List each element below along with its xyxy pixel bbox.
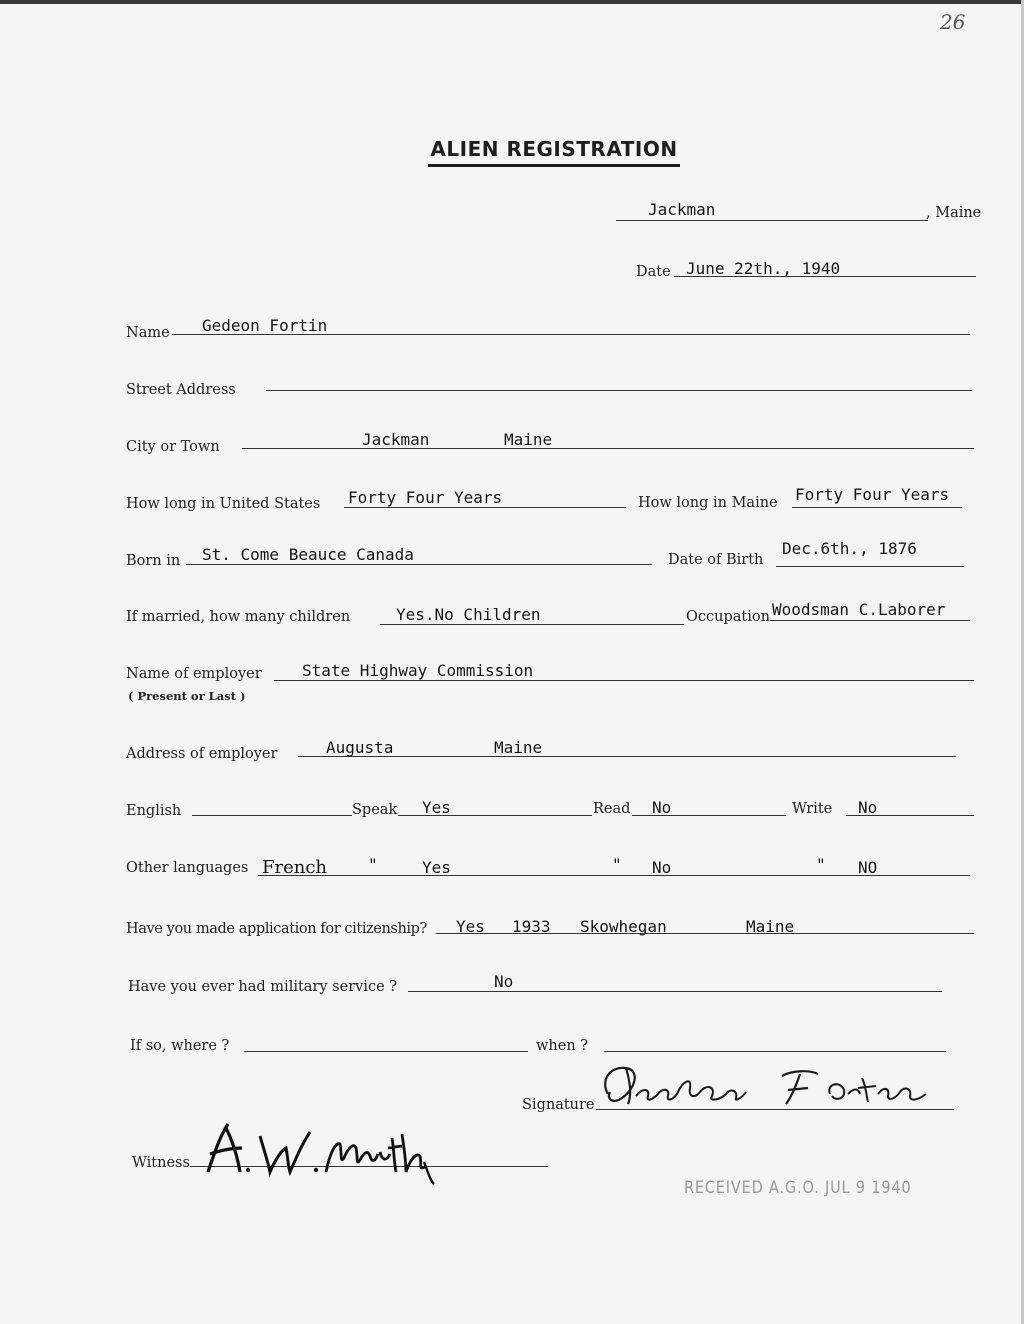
applicant-signature	[596, 1058, 946, 1112]
scan-top-border	[0, 0, 1024, 4]
town-value: Jackman	[648, 200, 716, 219]
employer-name-line	[274, 680, 974, 681]
how-long-us-label: How long in United States	[126, 496, 321, 512]
name-label: Name	[126, 325, 170, 341]
born-in-label: Born in	[126, 553, 181, 569]
how-long-maine-value: Forty Four Years	[795, 485, 950, 504]
employer-address-line	[298, 756, 956, 757]
street-address-label: Street Address	[126, 382, 236, 398]
employer-address-state-value: Maine	[494, 738, 543, 757]
date-label: Date	[636, 264, 671, 280]
born-in-value: St. Come Beauce Canada	[202, 545, 414, 564]
citizenship-city-value: Skowhegan	[580, 917, 667, 936]
ditto-mark-2: "	[612, 855, 622, 874]
when-line	[604, 1051, 946, 1052]
citizenship-state-value: Maine	[746, 917, 795, 936]
citizenship-year-value: 1933	[512, 917, 551, 936]
ditto-mark-1: "	[368, 855, 378, 874]
date-of-birth-label: Date of Birth	[668, 552, 764, 568]
title-underline	[428, 164, 680, 167]
military-label: Have you ever had military service ?	[128, 979, 398, 995]
english-line	[192, 815, 352, 816]
occupation-value: Woodsman C.Laborer	[772, 600, 946, 619]
how-long-us-value: Forty Four Years	[348, 488, 503, 507]
read-label: Read	[593, 801, 631, 817]
street-address-line	[266, 390, 972, 391]
city-line	[242, 448, 974, 449]
if-so-where-label: If so, where ?	[130, 1038, 230, 1054]
write-label: Write	[792, 801, 833, 817]
when-label: when ?	[536, 1038, 589, 1054]
date-value: June 22th., 1940	[686, 259, 841, 278]
city-value: Jackman	[362, 430, 430, 449]
citizenship-label: Have you made application for citizenship?	[126, 921, 427, 937]
received-stamp: RECEIVED A.G.O. JUL 9 1940	[684, 1178, 912, 1198]
married-children-line	[380, 624, 684, 625]
military-value: No	[494, 972, 514, 991]
city-label: City or Town	[126, 439, 220, 455]
english-read-value: No	[652, 798, 672, 817]
town-line	[616, 220, 928, 221]
form-title: ALIEN REGISTRATION	[430, 137, 678, 161]
other-languages-label: Other languages	[126, 860, 249, 876]
married-children-value: Yes.No Children	[396, 605, 541, 624]
employer-address-label: Address of employer	[126, 746, 278, 762]
occupation-line	[770, 620, 970, 621]
other-speak-value: Yes	[422, 858, 451, 877]
born-in-line	[186, 564, 652, 565]
military-line	[408, 991, 942, 992]
citizenship-answer-value: Yes	[456, 917, 485, 936]
english-write-value: No	[858, 798, 878, 817]
city-state-value: Maine	[504, 430, 553, 449]
present-or-last-label: ( Present or Last )	[128, 689, 246, 703]
if-so-where-line	[244, 1051, 528, 1052]
other-language-value: French	[262, 857, 328, 878]
employer-name-value: State Highway Commission	[302, 661, 534, 680]
page-number: 26	[940, 10, 966, 34]
witness-signature	[188, 1114, 438, 1186]
how-long-us-line	[344, 507, 626, 508]
date-of-birth-line	[776, 566, 964, 567]
state-suffix-label: , Maine	[926, 205, 982, 221]
date-of-birth-value: Dec.6th., 1876	[782, 539, 917, 558]
english-label: English	[126, 803, 182, 819]
how-long-maine-label: How long in Maine	[638, 495, 778, 511]
occupation-label: Occupation	[686, 609, 770, 625]
ditto-mark-3: "	[816, 855, 826, 874]
speak-label: Speak	[352, 802, 398, 818]
how-long-maine-line	[792, 507, 962, 508]
signature-label: Signature	[522, 1097, 595, 1113]
other-read-value: No	[652, 858, 672, 877]
witness-label: Witness	[132, 1155, 190, 1171]
employer-address-city-value: Augusta	[326, 738, 394, 757]
employer-name-label: Name of employer	[126, 666, 262, 682]
name-value: Gedeon Fortin	[202, 316, 328, 335]
other-write-value: NO	[858, 858, 878, 877]
english-speak-value: Yes	[422, 798, 451, 817]
married-children-label: If married, how many children	[126, 609, 351, 625]
